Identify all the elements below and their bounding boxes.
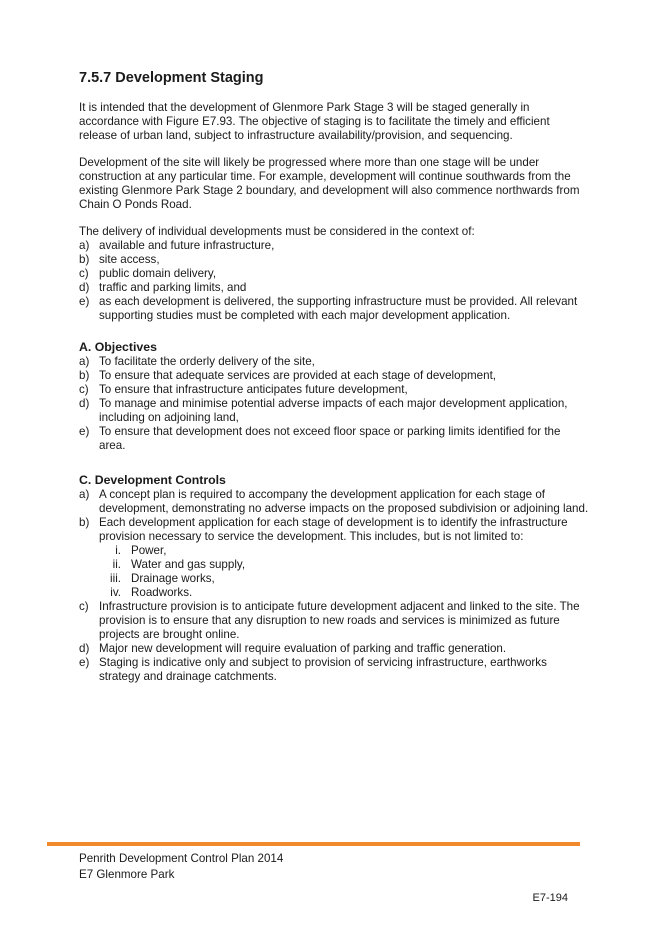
list-item bbox=[79, 369, 589, 383]
list-item bbox=[79, 239, 589, 253]
footer-section-title: E7 Glenmore Park bbox=[79, 868, 175, 881]
footer-divider bbox=[47, 842, 580, 846]
list-marker: c) bbox=[79, 600, 89, 613]
page-number: E7-194 bbox=[532, 892, 568, 904]
sub-list-item bbox=[79, 558, 589, 572]
list-item-text: A concept plan is required to accompany the development application for each stage of development, demonstrating no adverse impacts on the proposed subdivision or adjoining land. bbox=[99, 488, 589, 515]
list-item bbox=[79, 642, 589, 656]
list-marker: a) bbox=[79, 239, 90, 252]
sub-list-item bbox=[79, 544, 589, 558]
sub-list-item bbox=[79, 572, 589, 586]
list-item bbox=[79, 600, 589, 642]
list-marker: a) bbox=[79, 488, 90, 501]
sub-list-item-text: Power, bbox=[131, 544, 167, 557]
list-marker: b) bbox=[79, 369, 90, 382]
controls-list bbox=[79, 488, 589, 544]
list-marker: a) bbox=[79, 355, 90, 368]
list-marker: b) bbox=[79, 253, 90, 266]
sub-list-item-text: Roadworks. bbox=[131, 586, 193, 599]
list-marker: c) bbox=[79, 267, 89, 280]
page-content bbox=[79, 101, 589, 684]
list-marker: c) bbox=[79, 383, 89, 396]
list-item-text: To facilitate the orderly delivery of the site, bbox=[99, 355, 315, 368]
context-paragraph: The delivery of individual developments must be considered in the context of: bbox=[79, 225, 475, 238]
intro-paragraph: It is intended that the development of Glenmore Park Stage 3 will be staged generally in accordance with Figure E7.93. The objective of staging is to facilitate the timely and efficient release of urban land, subject to infrastructure availability/provision, and sequencing. bbox=[79, 101, 550, 142]
list-marker: d) bbox=[79, 397, 90, 410]
infrastructure-sublist bbox=[79, 544, 589, 600]
list-item-text: To manage and minimise potential adverse impacts of each major development application, including on adjoining land, bbox=[99, 397, 568, 424]
list-item bbox=[79, 516, 589, 544]
roman-marker: iv. bbox=[110, 586, 121, 599]
list-item-text: To ensure that infrastructure anticipates future development, bbox=[99, 383, 408, 396]
list-item-text: To ensure that development does not exceed floor space or parking limits identified for the area. bbox=[99, 425, 561, 452]
list-marker: d) bbox=[79, 281, 90, 294]
list-item-text: Major new development will require evaluation of parking and traffic generation. bbox=[99, 642, 507, 655]
list-item bbox=[79, 425, 589, 453]
controls-heading: C. Development Controls bbox=[79, 473, 226, 487]
list-item-text: To ensure that adequate services are provided at each stage of development, bbox=[99, 369, 497, 382]
list-item-text: Infrastructure provision is to anticipate future development adjacent and linked to the site. The provision is to ensure that any disruption to new roads and services is minimized as future projects are brought online. bbox=[99, 600, 580, 641]
roman-marker: iii. bbox=[110, 572, 121, 585]
list-marker: e) bbox=[79, 295, 90, 308]
list-item bbox=[79, 383, 589, 397]
roman-marker: i. bbox=[115, 544, 121, 557]
list-item bbox=[79, 355, 589, 369]
list-item-text: Each development application for each stage of development is to identify the infrastructure provision necessary to service the development. This includes, but is not limited to: bbox=[99, 516, 568, 543]
context-list bbox=[79, 239, 589, 323]
list-item bbox=[79, 281, 589, 295]
list-item-text: available and future infrastructure, bbox=[99, 239, 275, 252]
objectives-heading: A. Objectives bbox=[79, 340, 157, 354]
list-item bbox=[79, 397, 589, 425]
list-item bbox=[79, 253, 589, 267]
list-marker: e) bbox=[79, 656, 90, 669]
roman-marker: ii. bbox=[112, 558, 121, 571]
list-item bbox=[79, 295, 589, 323]
sub-list-item-text: Water and gas supply, bbox=[131, 558, 246, 571]
sub-list-item bbox=[79, 586, 589, 600]
list-marker: d) bbox=[79, 642, 90, 655]
list-item bbox=[79, 488, 589, 516]
list-item-text: traffic and parking limits, and bbox=[99, 281, 247, 294]
list-item-text: site access, bbox=[99, 253, 160, 266]
controls-list-continued bbox=[79, 600, 589, 684]
footer bbox=[79, 851, 283, 883]
section-heading: 7.5.7 Development Staging bbox=[79, 70, 264, 86]
list-item-text: Staging is indicative only and subject to provision of servicing infrastructure, earthworks strategy and drainage catchments. bbox=[99, 656, 547, 683]
list-item bbox=[79, 656, 589, 684]
footer-plan-title: Penrith Development Control Plan 2014 bbox=[79, 852, 284, 865]
list-item-text: public domain delivery, bbox=[99, 267, 217, 280]
list-item bbox=[79, 267, 589, 281]
objectives-list bbox=[79, 355, 589, 453]
list-marker: b) bbox=[79, 516, 90, 529]
progress-paragraph: Development of the site will likely be progressed where more than one stage will be under construction at any particular time. For example, development will continue southwards from the existing Glenmore Park Stage 2 boundary, and development will also commence northwards from Chain O Ponds Road. bbox=[79, 156, 580, 211]
sub-list-item-text: Drainage works, bbox=[131, 572, 215, 585]
list-marker: e) bbox=[79, 425, 90, 438]
list-item-text: as each development is delivered, the supporting infrastructure must be provided. All relevant supporting studies must be completed with each major development application. bbox=[99, 295, 578, 322]
